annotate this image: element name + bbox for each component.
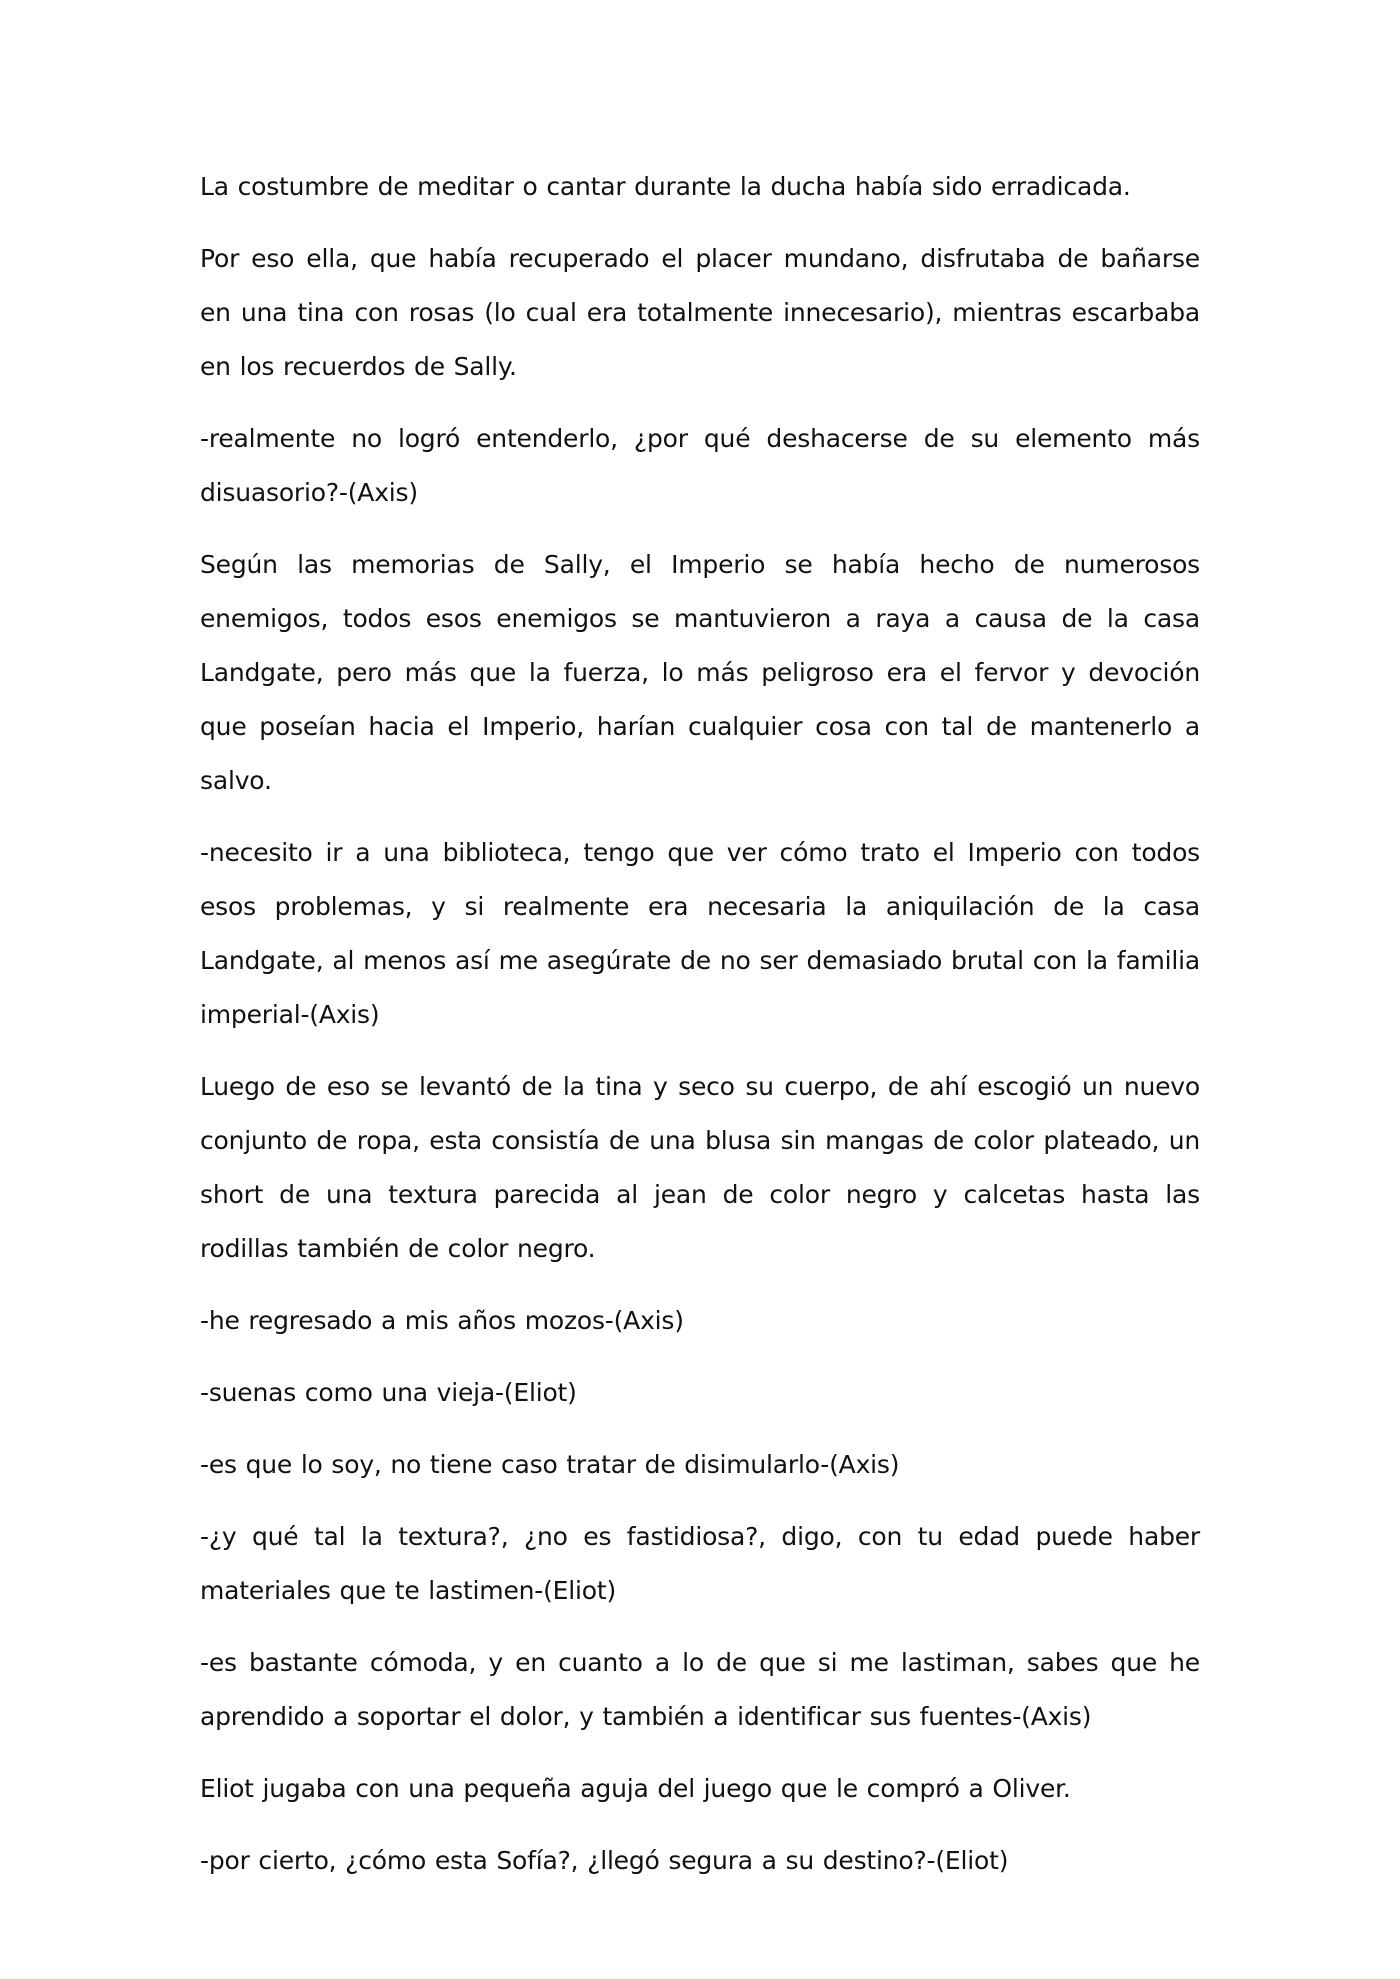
paragraph: -es bastante cómoda, y en cuanto a lo de que si me lastiman, sabes que he aprendido a soportar el dolor, y también a identificar sus fuentes-(Axis) bbox=[200, 1648, 1200, 1731]
paragraph: -he regresado a mis años mozos-(Axis) bbox=[200, 1306, 684, 1335]
document-body bbox=[200, 160, 1200, 1906]
paragraph: -por cierto, ¿cómo esta Sofía?, ¿llegó segura a su destino?-(Eliot) bbox=[200, 1846, 1009, 1875]
paragraph: La costumbre de meditar o cantar durante la ducha había sido erradicada. bbox=[200, 172, 1131, 201]
paragraph: Según las memorias de Sally, el Imperio se había hecho de numerosos enemigos, todos esos enemigos se mantuvieron a raya a causa de la casa Landgate, pero más que la fuerza, lo más peligroso era el fervor y devoción que poseían hacia el Imperio, harían cualquier cosa con tal de mantenerlo a salvo. bbox=[200, 550, 1200, 795]
paragraph: -necesito ir a una biblioteca, tengo que ver cómo trato el Imperio con todos esos problemas, y si realmente era necesaria la aniquilación de la casa Landgate, al menos así me asegúrate de no ser demasiado brutal con la familia imperial-(Axis) bbox=[200, 838, 1200, 1029]
paragraph: Eliot jugaba con una pequeña aguja del juego que le compró a Oliver. bbox=[200, 1774, 1071, 1803]
paragraph: -realmente no logró entenderlo, ¿por qué deshacerse de su elemento más disuasorio?-(Axis) bbox=[200, 424, 1200, 507]
paragraph: -es que lo soy, no tiene caso tratar de disimularlo-(Axis) bbox=[200, 1450, 900, 1479]
paragraph: -¿y qué tal la textura?, ¿no es fastidiosa?, digo, con tu edad puede haber materiales que te lastimen-(Eliot) bbox=[200, 1522, 1200, 1605]
paragraph: Por eso ella, que había recuperado el placer mundano, disfrutaba de bañarse en una tina con rosas (lo cual era totalmente innecesario), mientras escarbaba en los recuerdos de Sally. bbox=[200, 244, 1200, 381]
paragraph: -suenas como una vieja-(Eliot) bbox=[200, 1378, 577, 1407]
paragraph: Luego de eso se levantó de la tina y seco su cuerpo, de ahí escogió un nuevo conjunto de ropa, esta consistía de una blusa sin mangas de color plateado, un short de una textura parecida al jean de color negro y calcetas hasta las rodillas también de color negro. bbox=[200, 1072, 1200, 1263]
